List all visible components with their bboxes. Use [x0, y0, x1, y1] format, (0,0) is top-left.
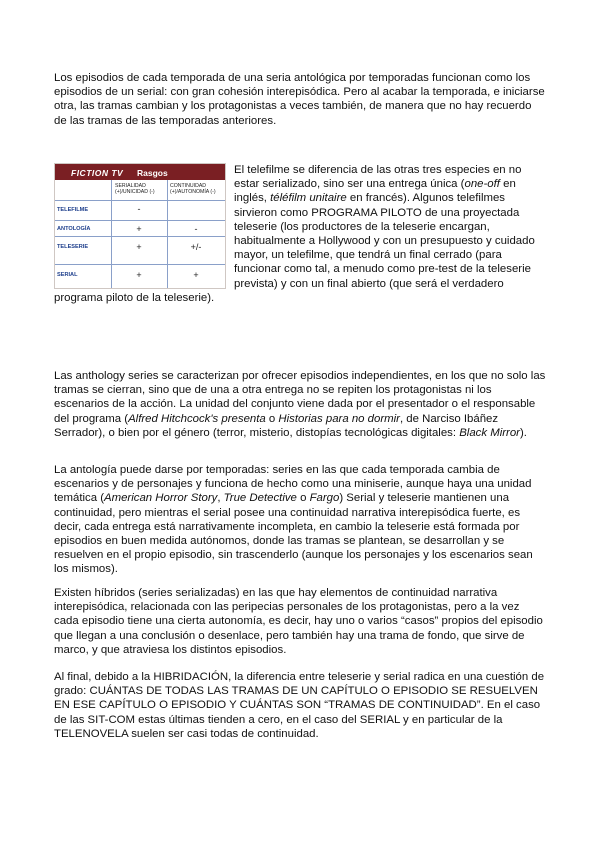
paragraph-telefilme — [54, 163, 546, 305]
text-run-italic: téléfilm unitaire — [270, 192, 347, 205]
cell-value: - — [194, 224, 198, 234]
cell-value: +/- — [190, 242, 202, 252]
text-run: Las anthology series se caracterizan por ofrecer episodios independientes, en los que no solo las tramas se cierran, sino que de una a otra entrega no se repiten los protagonistas ni los escenarios de la acción. La unidad del conjunto viene dada por el presentador o el responsable del programa ( — [54, 370, 546, 425]
table-divider — [167, 180, 168, 288]
paragraph-conclusion: Al final, debido a la HIBRIDACIÓN, la diferencia entre teleserie y serial radica en una cuestión de grado: CUÁNTAS DE TODAS LAS TRAMAS DE UN CAPÍTULO O EPISODIO SE RESUELVEN EN ESE CAPÍTULO O EPISODIO Y CUÁNTAS SON “TRAMAS DE CONTINUIDAD”. En el caso de las SIT-COM estas últimas tienden a cero, en el caso del SERIAL y en particular de la TELENOVELA suelen ser casi todas de continuidad. — [54, 671, 545, 740]
text-run: en inglés, — [234, 178, 516, 205]
text-run: o — [265, 412, 279, 425]
text-run: El telefilme se diferencia de las otras tres especies en no estar serializado, sino ser una entrega única ( — [234, 164, 522, 191]
table-row — [55, 264, 225, 265]
paragraph-antologia-temporadas — [54, 463, 546, 577]
paragraph-hibridos: Existen híbridos (series serializadas) en las que hay elementos de continuidad narrativa interepisódica, relacionada con las peripecias personales de los protagonistas, pero a la vez cada episodio tiene una cierta autonomía, es decir, hay uno o varios “casos” propios del episodio que llegan a una conclusión o desenlace, pero también hay una trama de fondo, que sirve de marco, y que atraviesa los distintos episodios. — [54, 587, 543, 656]
table-header — [55, 164, 225, 180]
fiction-tv-table — [54, 163, 226, 289]
text-run: en francés). Algunos telefilmes sirvieron como PROGRAMA PILOTO de una proyectada teleserie (los productores de la teleserie encargan, habitualmente a Hollywood y con un presupuesto y cuidado mayor, un telefilme, que tendrá un final cerrado (para funcionar como tal, a menudo como pre-test de la teleserie prevista) y con un final abierto (que será el verdadero programa piloto de la teleserie). — [54, 192, 535, 304]
text-run-italic: American Horror Story — [104, 492, 218, 505]
text-run: La antología puede darse por temporadas: series en las que cada temporada cambia de escenarios y de personajes y funciona de hecho como una miniserie, aunque haya una unidad temática ( — [54, 464, 532, 505]
text-run: o — [296, 492, 310, 505]
cell-value: + — [136, 270, 142, 280]
table-header-title: FICTION TV — [71, 168, 124, 178]
cell-value: + — [136, 224, 142, 234]
table-header-subtitle: Rasgos — [137, 168, 168, 178]
text-run-italic: Alfred Hitchcock's presenta — [128, 412, 266, 425]
row-label-telefilme: TELEFILME — [57, 207, 89, 213]
cell-value: + — [136, 242, 142, 252]
text-run-italic: Fargo — [309, 492, 340, 505]
column-header-continuidad: CONTINUIDAD (+)/AUTONOMÍA (-) — [170, 183, 216, 195]
cell-value: - — [137, 204, 141, 214]
row-label-teleserie: TELESERIE — [57, 244, 89, 250]
table-row — [55, 200, 225, 201]
text-run-italic: Historias para no dormir — [278, 412, 400, 425]
column-header-serialidad: SERIALIDAD (+)/UNICIDAD (-) — [115, 183, 155, 195]
text-run: ). — [519, 426, 527, 439]
cell-value: + — [193, 270, 199, 280]
text-run-italic: Black Mirror — [459, 426, 520, 439]
table-divider — [111, 180, 112, 288]
paragraph-anthology — [54, 369, 546, 440]
text-run: , — [217, 492, 224, 505]
paragraph-intro: Los episodios de cada temporada de una seria antológica por temporadas funcionan como los episodios de un serial: con gran cohesión interepisódica. Pero al acabar la temporada, e iniciarse otra, las tramas cambian y los protagonistas a veces también, de manera que no hay recuerdo de las tramas de las temporadas anteriores. — [54, 72, 545, 127]
text-run: , de Narciso Ibáñez Serrador), o bien por el género (terror, misterio, distopías tecnológicas digitales: — [54, 412, 499, 439]
table-row — [55, 220, 225, 221]
text-run-italic: one-off — [464, 178, 500, 191]
text-run: ) Serial y teleserie mantienen una continuidad, pero mientras el serial posee una continuidad narrativa interepisódica fuerte, es decir, cada entrega está narrativamente incompleta, en cambio la teleserie está formada por episodios en buen medida autónomos, donde las tramas se plantean, se desarrollan y se resuelven en el propio episodio, sin trascenderlo (aunque los personajes y los escenarios sean los mismos). — [54, 492, 533, 576]
text-run-italic: True Detective — [223, 492, 297, 505]
row-label-antologia: ANTOLOGÍA — [57, 226, 91, 232]
row-label-serial: SERIAL — [57, 272, 78, 278]
